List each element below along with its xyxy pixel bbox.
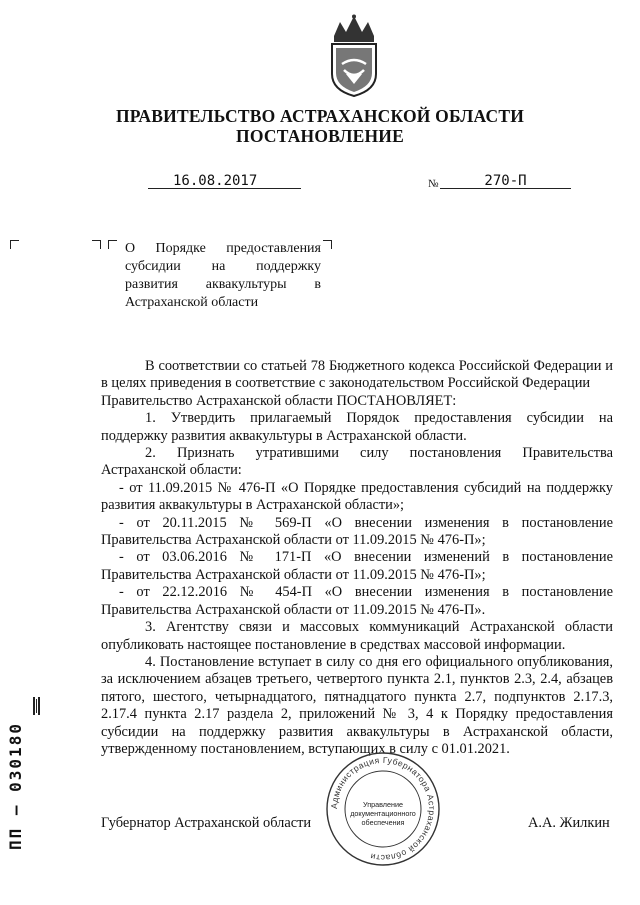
signatory-position: Губернатор Астраханской области [101,815,312,831]
resolve-paragraph: Правительство Астраханской области ПОСТАНОВЛЯЕТ: [101,392,457,409]
clause-2-item: - от 03.06.2016 № 171-П «О внесении изменений в постановление Правительства Астраханской области от 11.09.2015 № 476-П»; [101,549,613,583]
document-type-title: ПОСТАНОВЛЕНИЕ [236,126,404,146]
number-label: № [428,178,439,190]
organization-title: ПРАВИТЕЛЬСТВО АСТРАХАНСКОЙ ОБЛАСТИ [115,106,525,126]
subject-corner-mark [92,240,101,249]
subject-corner-mark [108,240,117,249]
clause-1: 1. Утвердить прилагаемый Порядок предоставления субсидии на поддержку развития аквакультуры в Астраханской области. [101,410,613,444]
document-number: 270-П [484,173,527,189]
stamp-ring-text: Администрация Губернатора Астраханской области [328,754,438,864]
clause-2-item: - от 22.12.2016 № 454-П «О внесении изменения в постановление Правительства Астраханской области от 11.09.2015 № 476-П». [101,584,613,618]
scan-mark-icon [33,697,41,715]
margin-corner-mark [10,240,19,249]
clause-2: 2. Признать утратившими силу постановления Правительства Астраханской области: [101,445,613,479]
document-subject: О Порядке предоставления субсидии на поддержку развития аквакультуры в Астраханской области [125,241,321,310]
number-underline [440,188,571,189]
document-body [101,358,613,758]
clause-3: 3. Агентству связи и массовых коммуникаций Астраханской области опубликовать настоящее постановление в средствах массовой информации. [101,619,613,653]
clause-2-item: - от 11.09.2015 № 476-П «О Порядке предоставления субсидий на поддержку развития аквакультуры в Астраханской области»; [101,479,613,514]
document-date: 16.08.2017 [173,173,258,189]
margin-code-text: ПП – 030180 [6,722,25,850]
subject-corner-mark [323,240,332,249]
clause-2-item: - от 20.11.2015 № 569-П «О внесении изменения в постановление Правительства Астраханской области от 11.09.2015 № 476-П»; [101,514,613,549]
date-underline [148,188,301,189]
intro-paragraph: В соответствии со статьей 78 Бюджетного кодекса Российской Федерации и в целях приведения в соответствие с законодательством Российской Федерации [101,358,613,392]
clause-4: 4. Постановление вступает в силу со дня его официального опубликования, за исключением абзацев третьего, четвертого пункта 2.1, пунктов 2.3, 2.4, абзацев пятого, шестого, четырнадцатого, пятнадцатого пункта 2.7, подпунктов 2.17.3, 2.17.4 пункта 2.17 раздела 2, приложений № 3, 4 к Порядку предоставления субсидии на поддержку развития аквакультуры в Астраханской области, утвержденному постановлением, вступающих в силу с 01.01.2021. [101,653,613,757]
stamp-center-text: Управление документационного обеспечения [350,800,416,827]
coat-of-arms-icon [326,14,382,98]
signatory-name: А.А. Жилкин [528,815,610,831]
